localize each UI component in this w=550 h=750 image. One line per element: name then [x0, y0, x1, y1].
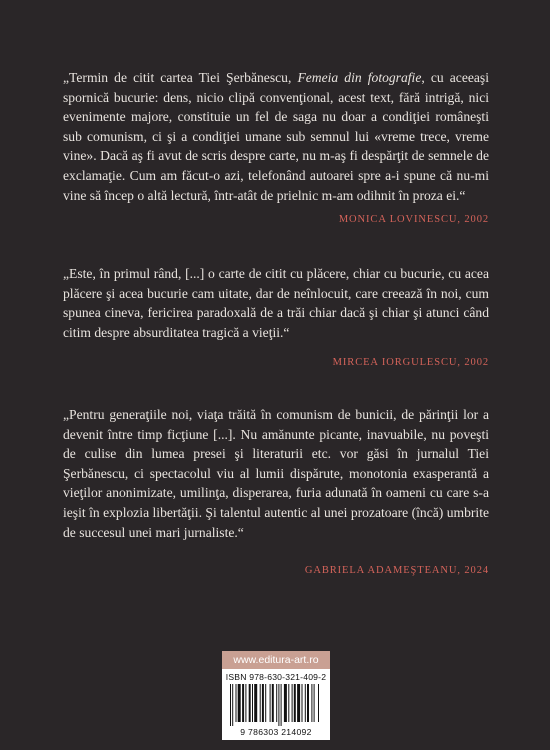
barcode-bar — [281, 684, 282, 726]
barcode-bar — [230, 684, 231, 726]
barcode-bar — [318, 684, 319, 722]
barcode-bar — [254, 684, 257, 722]
barcode-bar — [270, 684, 271, 722]
author-iorgulescu: MIRCEA IORGULESCU, 2002 — [332, 357, 489, 368]
author-lovinescu: MONICA LOVINESCU, 2002 — [338, 214, 489, 225]
barcode-bar — [252, 684, 253, 722]
barcode-area — [222, 669, 330, 740]
quote-text-before: „Termin de citit cartea Tiei Şerbănescu, — [63, 70, 298, 85]
barcode-bar — [260, 684, 261, 722]
quote-lovinescu — [63, 68, 489, 205]
barcode-bar — [236, 684, 237, 722]
barcode-bar — [265, 684, 266, 722]
barcode-bar — [305, 684, 306, 722]
barcode-bar — [278, 684, 279, 726]
publisher-url: www.editura-art.ro — [222, 651, 330, 669]
barcode-block — [222, 651, 330, 740]
barcode-digits: 9 786303 214092 — [240, 727, 312, 737]
barcode-bar — [307, 684, 309, 722]
isbn-label: ISBN 978-630-321-409-2 — [225, 672, 327, 682]
barcode-bar — [232, 684, 233, 726]
barcode-icon — [230, 684, 322, 726]
barcode-bar — [302, 684, 303, 722]
barcode-bar — [242, 684, 244, 722]
quote-iorgulescu: „Este, în primul rând, [...] o carte de citit cu plăcere, chiar cu bucurie, cu acea plăcere şi acea bucurie cam uitate, dar de neînlocuit, care creează în noi, cum spunea cineva, fericirea paradoxală de a trăi chiar dacă şi chiar şi atunci când citim despre absurditatea tragică a vieţii.“ — [63, 266, 489, 340]
barcode-bar — [245, 684, 246, 722]
barcode-bar — [297, 684, 300, 722]
book-title: Femeia din fotografie — [297, 70, 422, 85]
barcode-bar — [272, 684, 274, 722]
barcode-bar — [294, 684, 296, 722]
barcode-bar — [314, 684, 315, 722]
barcode-bar — [249, 684, 251, 722]
barcode-bar — [311, 684, 312, 722]
author-adamesteanu: GABRIELA ADAMEŞTEANU, 2024 — [304, 565, 489, 576]
barcode-bar — [292, 684, 293, 722]
barcode-bar — [238, 684, 241, 722]
barcode-bar — [288, 684, 289, 722]
barcode-bar — [276, 684, 277, 722]
barcode-bar — [262, 684, 264, 722]
quote-text-after: , cu aceeaşi spornică bucurie: dens, nicio clipă convenţional, acest text, fără intrigă, nici evenimente majore, constituie un fel de saga nu doar a condiţiei româneşti sub comunism, ci şi a condiţiei umane sub semnul lui «vreme trece, vreme vine». Dacă aş fi avut de scris despre carte, nu m-aş fi despărţit de semnele de exclamaţie. Cum am făcut-o azi, telefonând autoarei spre a-i spune că nu-mi vine să încep o altă lectură, într-atât de prielnic m-am odihnit în proza ei.“ — [63, 70, 489, 203]
quote-adamesteanu: „Pentru generaţiile noi, viaţa trăită în comunism de bunicii, de părinţii lor a devenit între timp ficţiune [...]. Nu amănunte picante, inavuabile, nu poveşti de culise din lumea presei şi literaturii etc. vor găsi în jurnalul Tiei Şerbănescu, ci spectacolul viu al lumii dispărute, monotonia exasperantă a vieţilor anonimizate, umilinţa, disperarea, furia adunată în oameni cu care s-a ieşit în explozia libertăţii. Şi talentul autentic al unei prozatoare (încă) umbrite de succesul unei mari jurnaliste.“ — [63, 407, 489, 540]
barcode-bar — [284, 684, 287, 722]
